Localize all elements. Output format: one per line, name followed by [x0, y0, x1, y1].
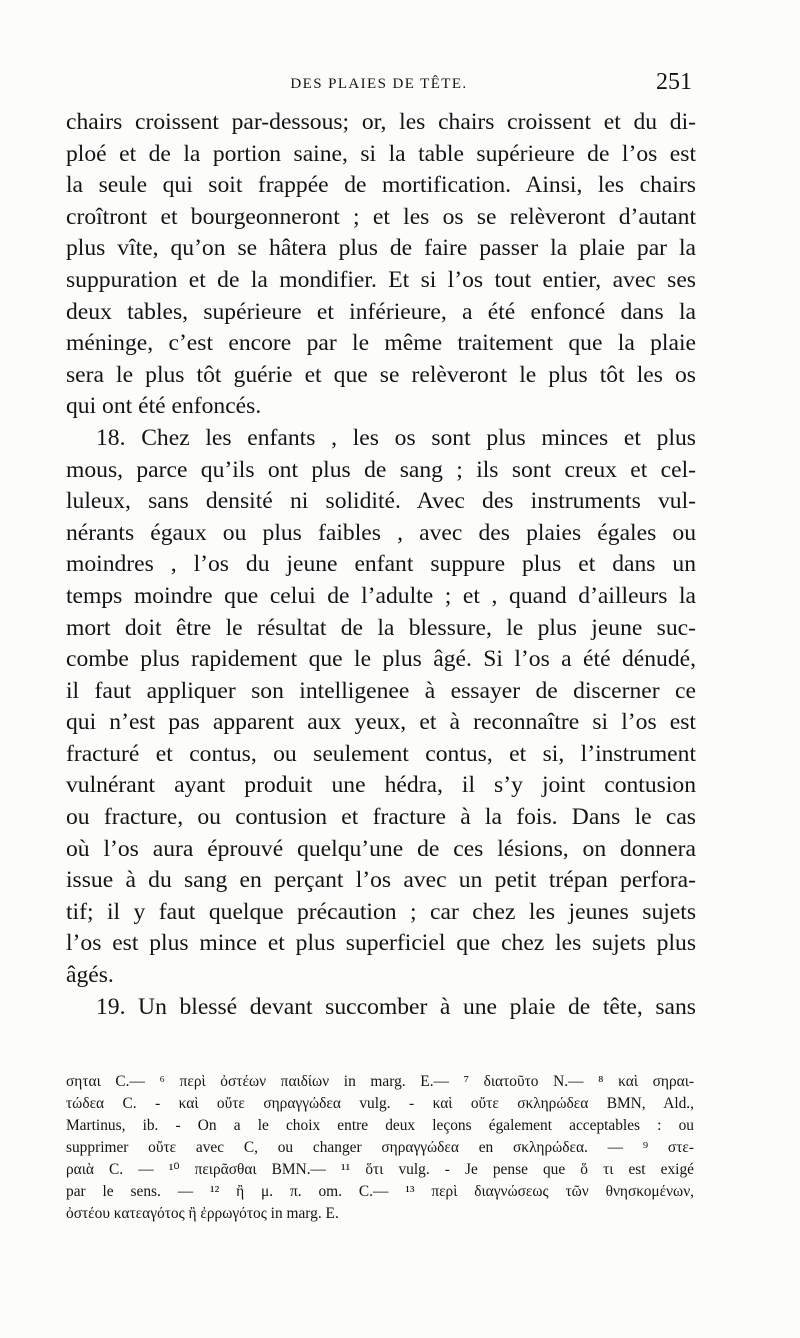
running-title: DES PLAIES DE TÊTE. — [290, 76, 468, 92]
text-line: qui ont été enfoncés. — [66, 393, 262, 420]
text-line: plus vîte, qu’on se hâtera plus de faire passer la plaie par la — [66, 235, 696, 262]
text-line: ploé et de la portion saine, si la table supérieure de l’os est — [66, 140, 696, 167]
text-line: mort doit être le résultat de la blessure, le plus jeune suc- — [66, 614, 696, 641]
text-line: vulnérant ayant produit une hédra, il s’y joint contusion — [66, 772, 696, 799]
text-line: il faut appliquer son intelligenee à essayer de discerner ce — [66, 677, 696, 704]
text-line: mous, parce qu’ils ont plus de sang ; ils sont creux et cel- — [66, 456, 696, 483]
paragraph-19-start: 19. Un blessé devant succomber à une plaie de tête, sans — [96, 993, 696, 1020]
text-line: luleux, sans densité ni solidité. Avec des instruments vul- — [66, 488, 696, 515]
text-line: temps moindre que celui de l’adulte ; et , quand d’ailleurs la — [66, 582, 696, 609]
paragraph-18-start: 18. Chez les enfants , les os sont plus minces et plus — [96, 424, 696, 451]
text-line: qui n’est pas apparent aux yeux, et à reconnaître si l’os est — [66, 709, 696, 736]
footnote-line: supprimer οὔτε avec C, ou changer σηραγγώδεα en σκληρώδεα. — ⁹ στε- — [66, 1139, 694, 1156]
footnote-line: Martinus, ib. - On a le choix entre deux leçons également acceptables : ou — [66, 1117, 694, 1134]
text-line: fracturé et contus, ou seulement contus, et si, l’instrument — [66, 740, 696, 767]
footnote-line: ραιὰ C. — ¹⁰ πειρᾶσθαι BMN.— ¹¹ ὅτι vulg. - Je pense que ὅ τι est exigé — [66, 1161, 694, 1178]
text-line: combe plus rapidement que le plus âgé. Si l’os a été dénudé, — [66, 646, 696, 673]
page-number: 251 — [656, 69, 692, 95]
body-text — [66, 107, 696, 1023]
text-line: chairs croissent par-dessous; or, les chairs croissent et du di- — [66, 109, 696, 135]
text-line: sera le plus tôt guérie et que se relèveront le plus tôt les os — [66, 361, 696, 388]
footnote-line: ὀστέου κατεαγότος ἢ ἐρρωγότος in marg. E. — [66, 1205, 339, 1222]
text-line: croîtront et bourgeonneront ; et les os se relèveront d’autant — [66, 203, 696, 230]
text-line: où l’os aura éprouvé quelqu’une de ces lésions, on donnera — [66, 835, 696, 862]
footnote-line: σηται C.— ⁶ περὶ ὀστέων παιδίων in marg. E.— ⁷ διατοῦτο N.— ⁸ καὶ σηραι- — [66, 1073, 694, 1090]
text-line: âgés. — [66, 962, 114, 989]
text-line: la seule qui soit frappée de mortification. Ainsi, les chairs — [66, 172, 696, 199]
text-line: suppuration et de la mondifier. Et si l’os tout entier, avec ses — [66, 266, 696, 293]
footnote-line: τώδεα C. - καὶ οὔτε σηραγγώδεα vulg. - καὶ οὔτε σκληρώδεα BMN, Ald., — [66, 1095, 694, 1112]
text-line: nérants égaux ou plus faibles , avec des plaies égales ou — [66, 519, 696, 546]
text-line: tif; il y faut quelque précaution ; car chez les jeunes sujets — [66, 898, 696, 925]
text-line: l’os est plus mince et plus superficiel que chez les sujets plus — [66, 930, 696, 957]
text-line: méninge, c’est encore par le même traitement que la plaie — [66, 330, 696, 357]
footnotes — [66, 1071, 694, 1225]
footnote-line: par le sens. — ¹² ἢ μ. π. om. C.— ¹³ περὶ διαγνώσεως τῶν θνησκομένων, — [66, 1183, 694, 1200]
text-line: issue à du sang en perçant l’os avec un petit trépan perfora- — [66, 867, 696, 894]
text-line: moindres , l’os du jeune enfant suppure plus et dans un — [66, 551, 696, 578]
text-line: ou fracture, ou contusion et fracture à la fois. Dans le cas — [66, 804, 696, 831]
running-head — [66, 66, 692, 102]
text-line: deux tables, supérieure et inférieure, a été enfoncé dans la — [66, 298, 696, 325]
